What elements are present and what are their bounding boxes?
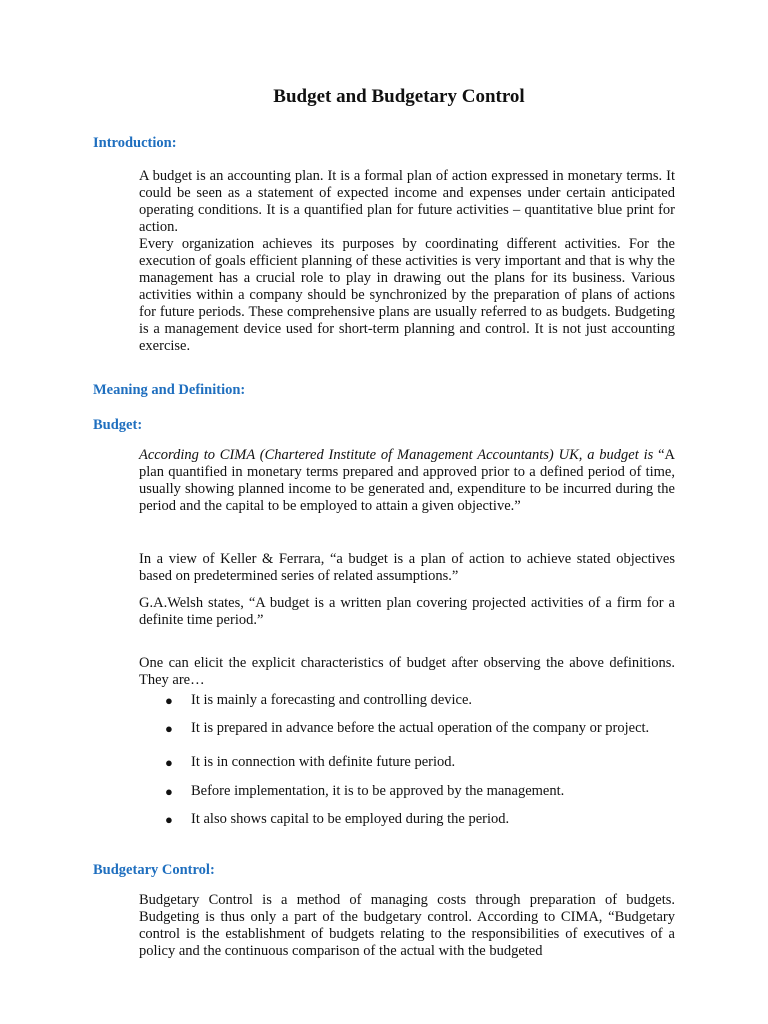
bullet-icon: ● — [165, 755, 173, 770]
cima-definition — [139, 447, 675, 515]
bullet-icon: ● — [165, 721, 173, 736]
cima-quote: “A plan quantified in monetary terms prepared and approved prior to a defined period of time, usually showing planned income to be generated and, expenditure to be incurred during the period and the capital to be employed to attain a given objective.” — [139, 447, 675, 514]
characteristics-intro: One can elicit the explicit characteristics of budget after observing the above definitions. They are… — [139, 655, 675, 688]
list-item-text: It is in connection with definite future period. — [191, 754, 456, 770]
list-item-text: Before implementation, it is to be approved by the management. — [191, 783, 565, 799]
heading-budget: Budget: — [93, 417, 143, 433]
heading-meaning-definition: Meaning and Definition: — [93, 382, 246, 398]
heading-introduction: Introduction: — [93, 135, 177, 151]
bullet-icon: ● — [165, 693, 173, 708]
intro-paragraph-2: Every organization achieves its purposes by coordinating different activities. For the execution of goals efficient planning of these activities is very important and that is why the management has a crucial role to play in drawing out the plans for its business. Various activities within a company should be synchronized by the preparation of plans of actions for future periods. These comprehensive plans are usually referred to as budgets. Budgeting is a management device used for short-term planning and control. It is not just accounting exercise. — [139, 236, 675, 354]
keller-definition: In a view of Keller & Ferrara, “a budget is a plan of action to achieve stated objectives based on predetermined series of related assumptions.” — [139, 551, 675, 584]
intro-paragraph-1: A budget is an accounting plan. It is a formal plan of action expressed in monetary terms. It could be seen as a statement of expected income and expenses under certain anticipated operating conditions. It is a quantified plan for future activities – quantitative blue print for action. — [139, 168, 675, 235]
budgetary-control-paragraph: Budgetary Control is a method of managing costs through preparation of budgets. Budgeting is thus only a part of the budgetary control. According to CIMA, “Budgetary control is the establishment of budgets relating to the responsibilities of executives of a policy and the continuous comparison of the actual with the budgeted — [139, 892, 675, 959]
list-item-text: It is mainly a forecasting and controlling device. — [191, 692, 473, 708]
document-title: Budget and Budgetary Control — [273, 86, 525, 107]
list-item-text: It is prepared in advance before the actual operation of the company or project. — [191, 720, 650, 736]
bullet-icon: ● — [165, 784, 173, 799]
list-item-text: It also shows capital to be employed during the period. — [191, 811, 510, 827]
bullet-icon: ● — [165, 812, 173, 827]
welsh-definition: G.A.Welsh states, “A budget is a written plan covering projected activities of a firm for a definite time period.” — [139, 595, 675, 628]
cima-lead: According to CIMA (Chartered Institute of Management Accountants) UK, a budget is — [139, 447, 654, 463]
heading-budgetary-control: Budgetary Control: — [93, 862, 215, 878]
